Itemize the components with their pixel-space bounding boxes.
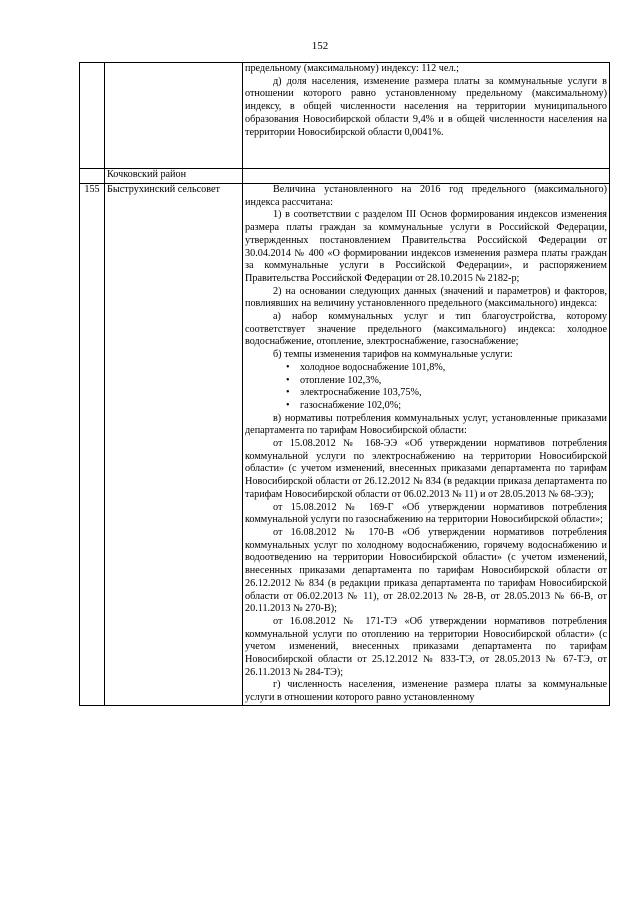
row-number-cell: 155 bbox=[80, 184, 105, 706]
municipality-name: Быструхинский сельсовет bbox=[105, 184, 243, 706]
page-number: 152 bbox=[311, 40, 329, 52]
bullet-icon: • bbox=[286, 387, 290, 399]
continuation-line-1: предельному (максимальному) индексу: 112 чел.; bbox=[245, 63, 459, 74]
paragraph-g: г) численность населения, изменение размера платы за коммунальные услуги в отношении которого равно установленному bbox=[245, 679, 607, 704]
norm-paragraph-2: от 15.08.2012 № 169-Г «Об утверждении нормативов потребления коммунальной услуги по газоснабжению на территории Новосибирской области»; bbox=[245, 501, 607, 526]
list-item: • газоснабжение 102,0%; bbox=[286, 399, 402, 411]
list-item: • электроснабжение 103,75%, bbox=[286, 387, 422, 399]
paragraph-2: 2) на основании следующих данных (значений и параметров) и факторов, повлиявших на величину установленного предельного (максимального) индекса: bbox=[245, 285, 607, 310]
bullet-icon: • bbox=[286, 361, 290, 373]
table-row-main bbox=[80, 184, 610, 706]
bullet-icon: • bbox=[286, 399, 290, 411]
row-number-cell bbox=[80, 63, 105, 169]
continuation-line-2: д) доля населения, изменение размера платы за коммунальные услуги в отношении которого равно установленному предельному (максимальному) индексу, в общей численности населения на территории муниципального образования Новосибирской области 9,4% и в общей численности населения на территории Новосибирской области 0,0041%. bbox=[245, 75, 607, 138]
list-item: • отопление 102,3%, bbox=[286, 374, 382, 386]
paragraph-a: а) набор коммунальных услуг и тип благоустройства, которому соответствует значение предельного (максимального) индекса: холодное водоснабжение, отопление, электроснабжение, газоснабжение; bbox=[245, 311, 607, 348]
intro-paragraph: Величина установленного на 2016 год предельного (максимального) индекса рассчитана: bbox=[245, 184, 607, 208]
row-text-cell bbox=[243, 63, 610, 169]
row-text-cell bbox=[243, 184, 610, 706]
row-name-cell bbox=[105, 63, 243, 169]
table-row-continuation bbox=[80, 63, 610, 169]
row-text-cell bbox=[243, 169, 610, 184]
norm-paragraph-1: от 15.08.2012 № 168-ЭЭ «Об утверждении нормативов потребления коммунальной услуги по электроснабжению на территории Новосибирской области» (с учетом изменений, внесенных приказами департамента по тарифам Новосибирской области от 26.12.2012 № 834 (в редакции приказа департамента по тарифам Новосибирской области от 06.02.2013 № 11) и от 28.05.2013 № 68-ЭЭ); bbox=[245, 438, 607, 500]
norm-paragraph-3: от 16.08.2012 № 170-В «Об утверждении нормативов потребления коммунальных услуг по холодному водоснабжению, горячему водоснабжению и водоотведению на территории Новосибирской области» (с учетом изменений, внесенных приказами департамента по тарифам Новосибирской области от 26.12.2012 № 834 (в редакции приказа департамента по тарифам Новосибирской области от 06.02.2013 № 11), от 28.02.2013 № 28-В, от 28.05.2013 № 66-В, от 20.11.2013 № 270-В); bbox=[245, 526, 607, 615]
paragraph-b: б) темпы изменения тарифов на коммунальные услуги: bbox=[273, 349, 513, 361]
paragraph-1: 1) в соответствии с разделом III Основ формирования индексов изменения размера платы граждан за коммунальные услуги в Российской Федерации, утвержденных постановлением Правительства Российской Федерации от 30.04.2014 № 400 «О формировании индексов изменения размера платы граждан за коммунальные услуги в Российской Федерации», и распоряжением Правительства Российской Федерации от 28.10.2015 № 2182-р; bbox=[245, 209, 607, 284]
table-row-region bbox=[80, 169, 610, 184]
norm-paragraph-4: от 16.08.2012 № 171-ТЭ «Об утверждении нормативов потребления коммунальной услуги по отоплению на территории Новосибирской области» (с учетом изменений, внесенных приказами департамента по тарифам Новосибирской области от 25.12.2012 № 833-ТЭ, от 28.05.2013 № 67-ТЭ, от 26.11.2013 № 284-ТЭ); bbox=[245, 615, 607, 678]
tariff-list bbox=[245, 362, 607, 413]
row-number-cell bbox=[80, 169, 105, 184]
document-table bbox=[79, 62, 610, 706]
region-name: Кочковский район bbox=[105, 169, 243, 184]
bullet-icon: • bbox=[286, 374, 290, 386]
paragraph-v: в) нормативы потребления коммунальных услуг, установленные приказами департамента по тарифам Новосибирской области: bbox=[245, 412, 607, 437]
list-item: • холодное водоснабжение 101,8%, bbox=[286, 361, 446, 373]
